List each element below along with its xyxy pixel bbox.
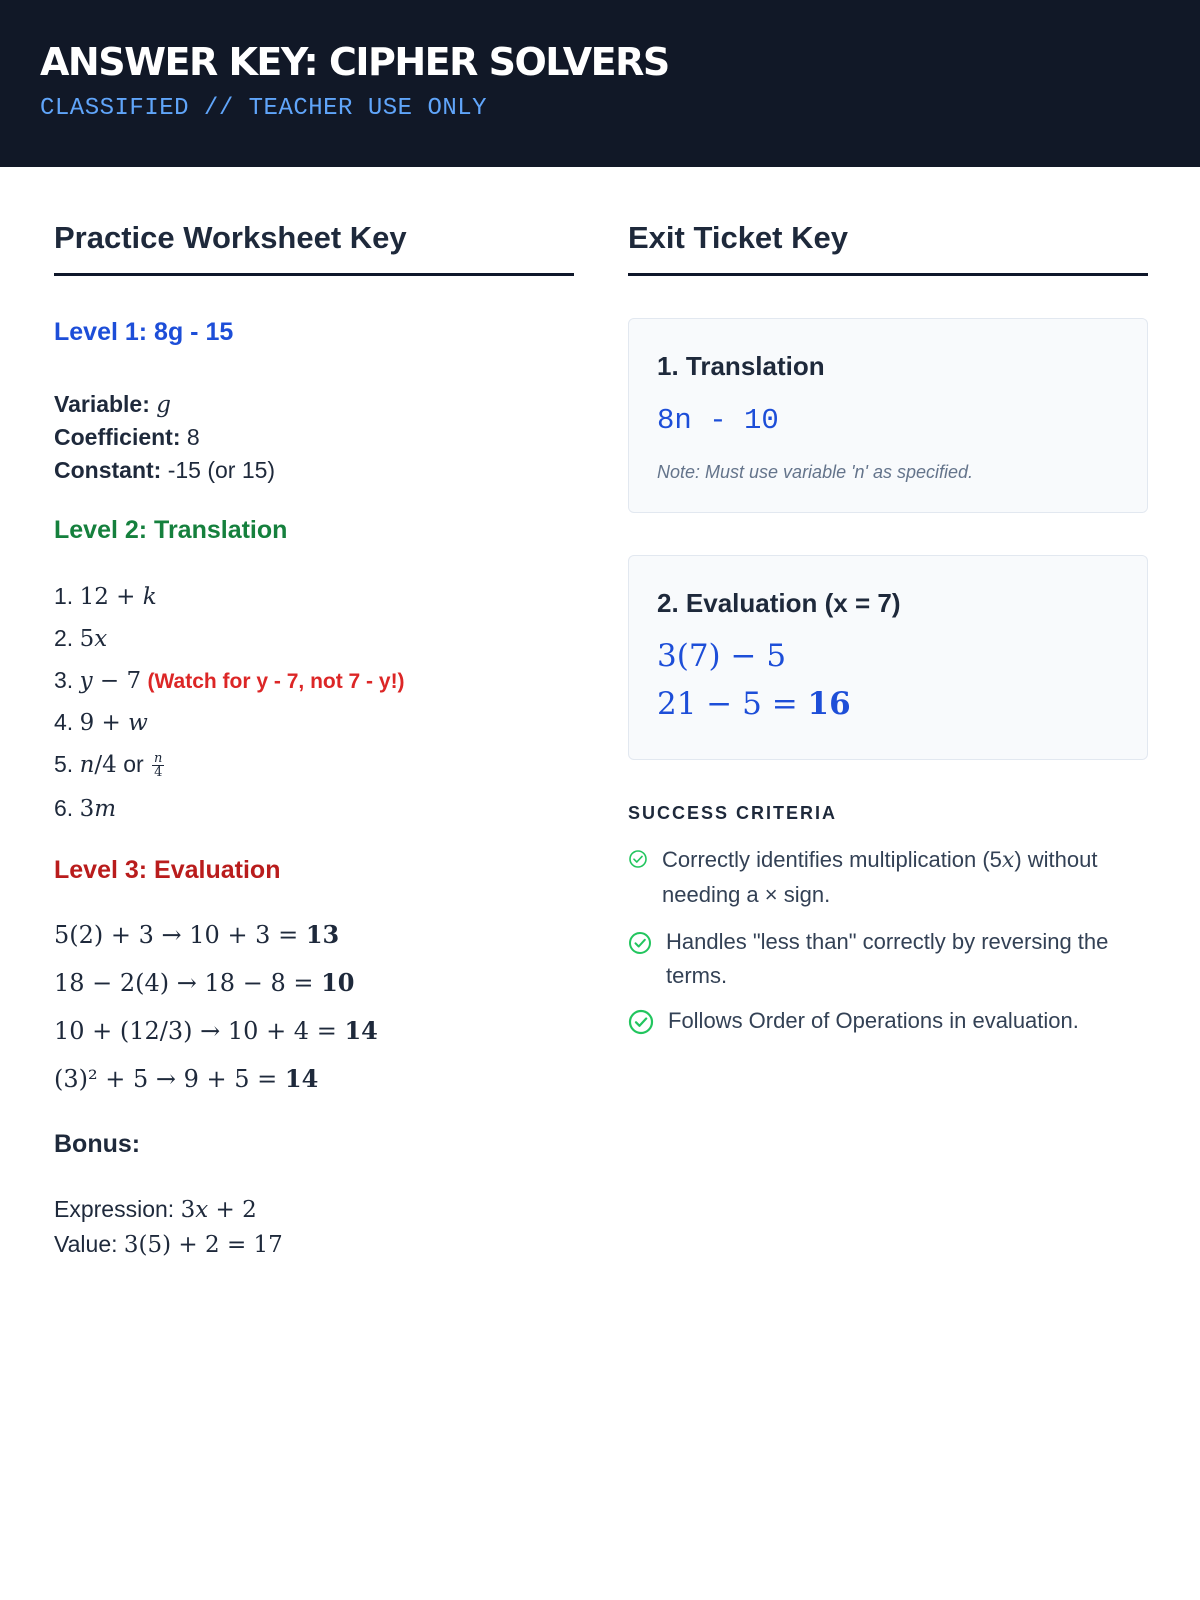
bonus-value-math: 3(5) + 2 = 17	[123, 1232, 283, 1258]
level1-title: Level 1: 8g - 15	[54, 318, 234, 346]
check-circle-icon	[628, 849, 648, 869]
item-math: 5	[79, 626, 95, 652]
criteria-item	[628, 1004, 1148, 1038]
constant-value: -15 (or 15)	[167, 457, 276, 483]
bonus-expression-label: Expression:	[54, 1196, 175, 1222]
evaluation-expression: (3)² + 5 → 9 + 5 =	[54, 1065, 285, 1093]
criteria-text	[662, 843, 1148, 912]
variable-value: g	[156, 392, 172, 418]
item-number: 5.	[54, 751, 74, 777]
criteria-item	[628, 925, 1148, 993]
constant-label: Constant:	[54, 457, 162, 483]
coefficient-value: 8	[186, 424, 200, 450]
card-note: Note: Must use variable 'n' as specified.	[657, 462, 974, 482]
evaluation-expression: 18 − 2(4) → 18 − 8 =	[54, 969, 322, 997]
evaluation-line	[54, 1064, 318, 1093]
item-math: 3	[79, 796, 95, 822]
coefficient-label: Coefficient:	[54, 424, 181, 450]
evaluation-final	[657, 686, 851, 722]
translation-item	[54, 667, 405, 694]
level2-title: Level 2: Translation	[54, 516, 288, 544]
card-title: 1. Translation	[657, 351, 825, 381]
evaluation-expression: 5(2) + 3 → 10 + 3 =	[54, 921, 306, 949]
bonus-expression-line	[54, 1196, 257, 1223]
variable-line	[54, 391, 171, 418]
evaluation-line	[54, 920, 339, 949]
bonus-value-label: Value:	[54, 1231, 118, 1257]
bonus-expression-const: + 2	[208, 1197, 257, 1223]
item-number: 6.	[54, 795, 74, 821]
evaluation-card	[628, 555, 1148, 760]
fraction-numerator: n	[154, 751, 163, 767]
or-label: or	[123, 751, 144, 777]
coefficient-line	[54, 424, 200, 451]
evaluation-expression: 21 − 5 =	[657, 686, 808, 722]
evaluation-result: 13	[305, 920, 340, 949]
criteria-text: Follows Order of Operations in evaluation.	[668, 1008, 1079, 1033]
criteria-text: Handles "less than" correctly by reversing the terms.	[666, 929, 1109, 988]
header-banner	[0, 0, 1200, 167]
evaluation-line	[54, 1016, 378, 1045]
evaluation-expression: 10 + (12/3) → 10 + 4 =	[54, 1017, 345, 1045]
evaluation-result: 10	[321, 968, 355, 997]
practice-heading: Practice Worksheet Key	[54, 220, 574, 276]
item-number: 3.	[54, 667, 74, 693]
warning-note: (Watch for y - 7, not 7 - y!)	[147, 670, 405, 693]
translation-card	[628, 318, 1148, 513]
bonus-value-line	[54, 1231, 283, 1258]
item-variable: x	[94, 626, 108, 652]
criteria-text-part: ) without needing a × sign.	[662, 847, 1098, 907]
translation-item	[54, 709, 148, 736]
fraction-denominator: 4	[154, 765, 163, 781]
evaluation-line	[54, 968, 355, 997]
level3-title: Level 3: Evaluation	[54, 856, 281, 884]
translation-item	[54, 583, 157, 610]
bonus-title: Bonus:	[54, 1130, 141, 1158]
item-number: 2.	[54, 625, 74, 651]
evaluation-step: 3(7) − 5	[657, 638, 787, 674]
card-title: 2. Evaluation (x = 7)	[657, 588, 901, 618]
criteria-item	[628, 843, 1148, 912]
item-variable: k	[142, 584, 157, 610]
item-math: − 7	[92, 668, 142, 694]
classification-label: CLASSIFIED // TEACHER USE ONLY	[40, 95, 488, 122]
translation-answer: 8n - 10	[657, 404, 779, 437]
evaluation-result: 16	[807, 686, 851, 722]
item-math: 12 +	[79, 584, 143, 610]
exit-ticket-heading: Exit Ticket Key	[628, 220, 1148, 276]
translation-item	[54, 795, 116, 822]
item-number: 4.	[54, 709, 74, 735]
page-title: ANSWER KEY: CIPHER SOLVERS	[40, 40, 669, 84]
criteria-text-part: Correctly identifies multiplication (5	[662, 847, 1002, 872]
constant-line	[54, 457, 275, 484]
item-variable: m	[94, 796, 117, 822]
criteria-variable: x	[1001, 848, 1015, 873]
bonus-expression-var: x	[195, 1197, 209, 1223]
check-circle-icon	[628, 1009, 654, 1035]
evaluation-result: 14	[344, 1016, 378, 1045]
translation-item	[54, 751, 164, 779]
item-number: 1.	[54, 583, 74, 609]
item-variable: y	[79, 668, 93, 694]
translation-item	[54, 625, 107, 652]
fraction	[152, 752, 164, 779]
evaluation-result: 14	[284, 1064, 319, 1093]
variable-label: Variable:	[54, 391, 150, 417]
item-variable: n	[79, 752, 95, 778]
success-criteria-heading: SUCCESS CRITERIA	[628, 803, 838, 823]
check-circle-icon	[628, 931, 652, 955]
bonus-expression-coef: 3	[180, 1197, 196, 1223]
item-math: /4	[94, 752, 117, 778]
item-variable: w	[128, 710, 148, 736]
item-math: 9 +	[79, 710, 129, 736]
